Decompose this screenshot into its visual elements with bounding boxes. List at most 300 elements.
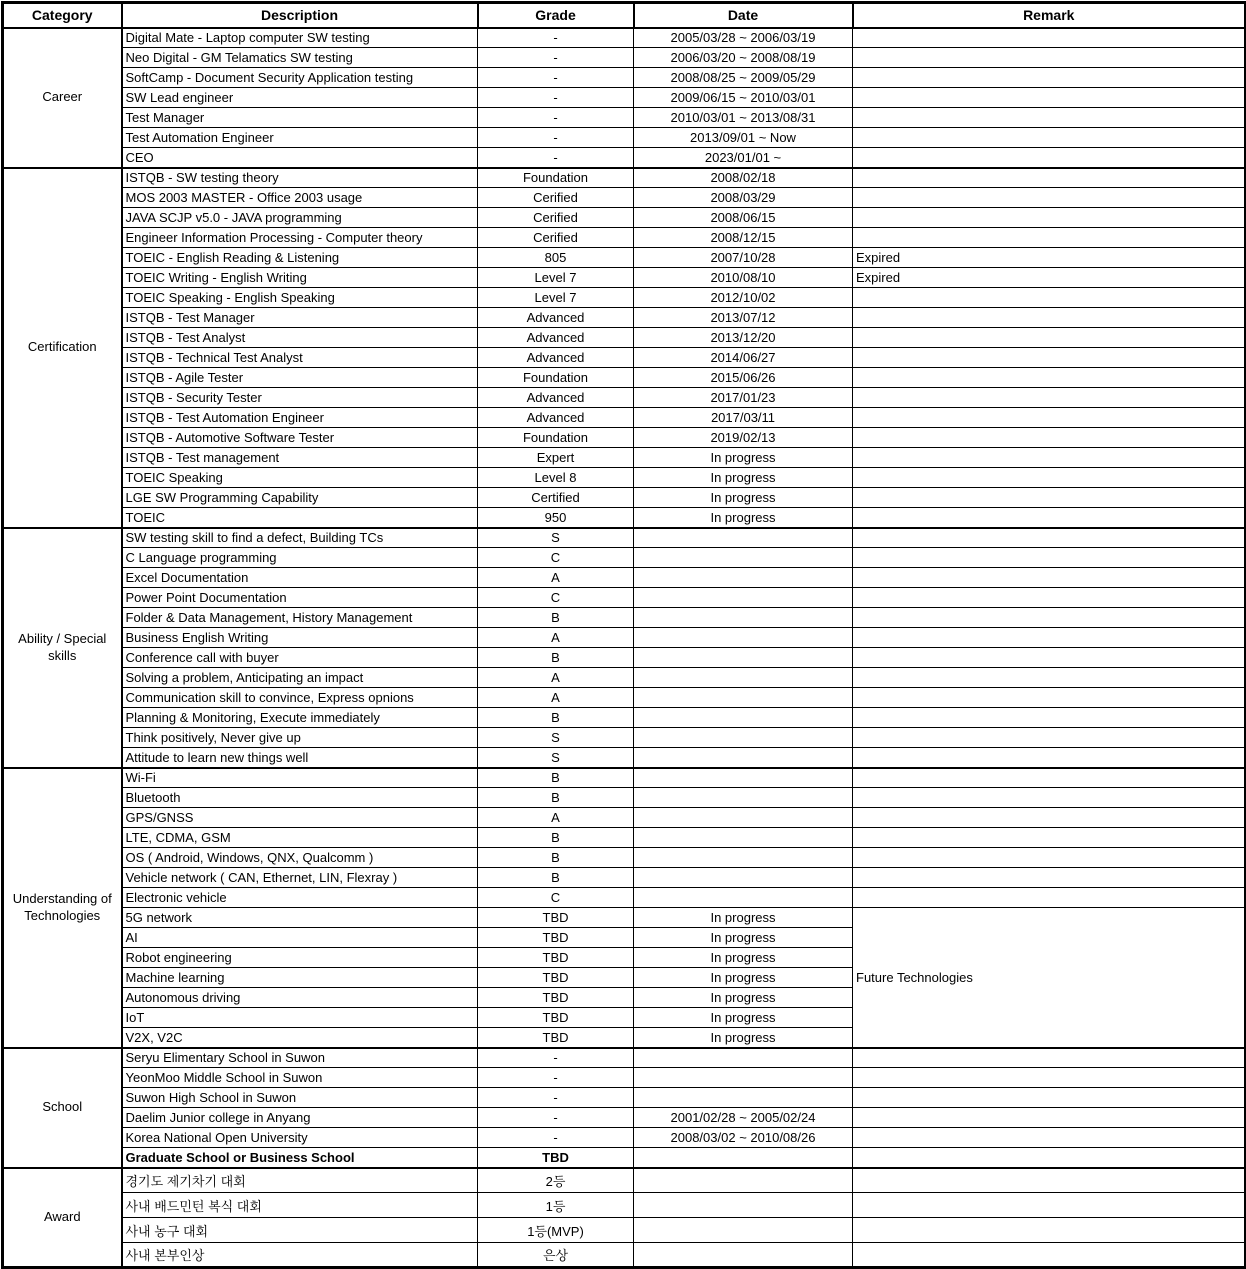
grade-cell: - (478, 88, 634, 108)
date-cell: In progress (634, 908, 853, 928)
remark-cell (853, 388, 1246, 408)
date-cell (634, 1148, 853, 1168)
table-row (3, 848, 1246, 868)
remark-cell (853, 128, 1246, 148)
description-cell: TOEIC Speaking (122, 468, 478, 488)
table-row (3, 228, 1246, 248)
grade-cell: C (478, 588, 634, 608)
grade-cell: Level 7 (478, 288, 634, 308)
table-row (3, 348, 1246, 368)
description-cell: ISTQB - SW testing theory (122, 168, 478, 188)
grade-cell: Foundation (478, 168, 634, 188)
grade-cell: A (478, 688, 634, 708)
description-cell: V2X, V2C (122, 1028, 478, 1048)
grade-cell: C (478, 888, 634, 908)
date-cell: In progress (634, 1008, 853, 1028)
remark-cell (853, 488, 1246, 508)
column-header-remark: Remark (853, 3, 1246, 28)
grade-cell: Advanced (478, 388, 634, 408)
remark-cell (853, 1168, 1246, 1193)
grade-cell: Expert (478, 448, 634, 468)
date-cell: 2001/02/28 ~ 2005/02/24 (634, 1108, 853, 1128)
date-cell (634, 1068, 853, 1088)
table-row (3, 328, 1246, 348)
grade-cell: A (478, 628, 634, 648)
grade-cell: - (478, 48, 634, 68)
description-cell: 사내 본부인상 (122, 1243, 478, 1268)
description-cell: Communication skill to convince, Express opnions (122, 688, 478, 708)
remark-cell (853, 748, 1246, 768)
description-cell: Seryu Elimentary School in Suwon (122, 1048, 478, 1068)
remark-cell (853, 788, 1246, 808)
description-cell: 5G network (122, 908, 478, 928)
date-cell: 2015/06/26 (634, 368, 853, 388)
date-cell (634, 1218, 853, 1243)
grade-cell: Foundation (478, 428, 634, 448)
table-row (3, 768, 1246, 788)
description-cell: LTE, CDMA, GSM (122, 828, 478, 848)
remark-cell (853, 628, 1246, 648)
description-cell: AI (122, 928, 478, 948)
remark-cell (853, 1048, 1246, 1068)
table-row (3, 128, 1246, 148)
grade-cell: - (478, 128, 634, 148)
description-cell: CEO (122, 148, 478, 168)
grade-cell: Level 8 (478, 468, 634, 488)
description-cell: Attitude to learn new things well (122, 748, 478, 768)
grade-cell: TBD (478, 928, 634, 948)
description-cell: Test Automation Engineer (122, 128, 478, 148)
table-row (3, 788, 1246, 808)
grade-cell: 2등 (478, 1168, 634, 1193)
table-row (3, 288, 1246, 308)
remark-cell (853, 1108, 1246, 1128)
description-cell: ISTQB - Test Analyst (122, 328, 478, 348)
table-row (3, 908, 1246, 928)
description-cell: ISTQB - Agile Tester (122, 368, 478, 388)
table-row (3, 1048, 1246, 1068)
date-cell: In progress (634, 508, 853, 528)
grade-cell: A (478, 568, 634, 588)
description-cell: Autonomous driving (122, 988, 478, 1008)
remark-cell (853, 208, 1246, 228)
description-cell: Korea National Open University (122, 1128, 478, 1148)
date-cell: 2008/08/25 ~ 2009/05/29 (634, 68, 853, 88)
date-cell: 2009/06/15 ~ 2010/03/01 (634, 88, 853, 108)
date-cell (634, 728, 853, 748)
table-row (3, 1193, 1246, 1218)
grade-cell: Advanced (478, 348, 634, 368)
grade-cell: Cerified (478, 228, 634, 248)
description-cell: OS ( Android, Windows, QNX, Qualcomm ) (122, 848, 478, 868)
header-row (3, 3, 1246, 28)
date-cell: 2012/10/02 (634, 288, 853, 308)
table-row (3, 1108, 1246, 1128)
description-cell: SW Lead engineer (122, 88, 478, 108)
grade-cell: B (478, 848, 634, 868)
date-cell (634, 568, 853, 588)
remark-cell (853, 1193, 1246, 1218)
description-cell: ISTQB - Test Automation Engineer (122, 408, 478, 428)
remark-cell (853, 48, 1246, 68)
column-header-date: Date (634, 3, 853, 28)
description-cell: ISTQB - Test Manager (122, 308, 478, 328)
date-cell (634, 608, 853, 628)
category-cell: Ability / Special skills (3, 528, 122, 768)
grade-cell: Cerified (478, 188, 634, 208)
description-cell: 사내 배드민턴 복식 대회 (122, 1193, 478, 1218)
description-cell: Bluetooth (122, 788, 478, 808)
grade-cell: - (478, 148, 634, 168)
grade-cell: S (478, 748, 634, 768)
grade-cell: - (478, 108, 634, 128)
category-cell: Career (3, 28, 122, 168)
remark-cell (853, 68, 1246, 88)
description-cell: Graduate School or Business School (122, 1148, 478, 1168)
description-cell: ISTQB - Technical Test Analyst (122, 348, 478, 368)
grade-cell: B (478, 608, 634, 628)
date-cell: 2008/03/02 ~ 2010/08/26 (634, 1128, 853, 1148)
remark-cell (853, 1148, 1246, 1168)
category-cell: Certification (3, 168, 122, 528)
remark-cell (853, 168, 1246, 188)
date-cell (634, 688, 853, 708)
description-cell: 사내 농구 대회 (122, 1218, 478, 1243)
table-row (3, 88, 1246, 108)
date-cell (634, 548, 853, 568)
remark-cell (853, 348, 1246, 368)
date-cell (634, 788, 853, 808)
remark-cell (853, 1218, 1246, 1243)
date-cell: 2013/09/01 ~ Now (634, 128, 853, 148)
remark-cell (853, 448, 1246, 468)
date-cell (634, 848, 853, 868)
date-cell (634, 1088, 853, 1108)
remark-cell (853, 328, 1246, 348)
table-row (3, 108, 1246, 128)
description-cell: SoftCamp - Document Security Application testing (122, 68, 478, 88)
grade-cell: Foundation (478, 368, 634, 388)
date-cell: 2010/03/01 ~ 2013/08/31 (634, 108, 853, 128)
remark-cell (853, 708, 1246, 728)
remark-cell (853, 88, 1246, 108)
date-cell (634, 1168, 853, 1193)
remark-cell (853, 528, 1246, 548)
description-cell: LGE SW Programming Capability (122, 488, 478, 508)
grade-cell: - (478, 1068, 634, 1088)
table-row (3, 808, 1246, 828)
table-row (3, 868, 1246, 888)
date-cell: 2019/02/13 (634, 428, 853, 448)
remark-cell (853, 1243, 1246, 1268)
remark-cell (853, 228, 1246, 248)
grade-cell: TBD (478, 1028, 634, 1048)
table-row (3, 648, 1246, 668)
remark-cell (853, 608, 1246, 628)
date-cell: In progress (634, 1028, 853, 1048)
date-cell (634, 1193, 853, 1218)
table-row (3, 828, 1246, 848)
description-cell: C Language programming (122, 548, 478, 568)
category-cell: School (3, 1048, 122, 1168)
resume-table-body (3, 28, 1246, 1268)
description-cell: YeonMoo Middle School in Suwon (122, 1068, 478, 1088)
grade-cell: - (478, 1048, 634, 1068)
grade-cell: TBD (478, 1148, 634, 1168)
description-cell: Solving a problem, Anticipating an impact (122, 668, 478, 688)
date-cell: 2017/03/11 (634, 408, 853, 428)
grade-cell: - (478, 1088, 634, 1108)
date-cell (634, 768, 853, 788)
table-row (3, 428, 1246, 448)
date-cell (634, 868, 853, 888)
table-row (3, 1068, 1246, 1088)
description-cell: ISTQB - Security Tester (122, 388, 478, 408)
grade-cell: TBD (478, 1008, 634, 1028)
grade-cell: B (478, 868, 634, 888)
table-row (3, 528, 1246, 548)
date-cell (634, 888, 853, 908)
remark-cell (853, 688, 1246, 708)
table-row (3, 388, 1246, 408)
description-cell: Machine learning (122, 968, 478, 988)
remark-cell (853, 868, 1246, 888)
grade-cell: A (478, 668, 634, 688)
description-cell: TOEIC (122, 508, 478, 528)
grade-cell: - (478, 1108, 634, 1128)
remark-cell (853, 1088, 1246, 1108)
description-cell: Wi-Fi (122, 768, 478, 788)
date-cell (634, 808, 853, 828)
remark-cell (853, 888, 1246, 908)
table-row (3, 728, 1246, 748)
grade-cell: 은상 (478, 1243, 634, 1268)
date-cell: In progress (634, 448, 853, 468)
date-cell (634, 628, 853, 648)
grade-cell: Certified (478, 488, 634, 508)
date-cell: In progress (634, 488, 853, 508)
category-cell: Understanding of Technologies (3, 768, 122, 1048)
remark-cell (853, 188, 1246, 208)
table-row (3, 268, 1246, 288)
date-cell: 2010/08/10 (634, 268, 853, 288)
grade-cell: 1등 (478, 1193, 634, 1218)
table-row (3, 68, 1246, 88)
table-row (3, 208, 1246, 228)
remark-cell (853, 568, 1246, 588)
table-row (3, 408, 1246, 428)
description-cell: Think positively, Never give up (122, 728, 478, 748)
grade-cell: Level 7 (478, 268, 634, 288)
date-cell: 2008/06/15 (634, 208, 853, 228)
remark-cell (853, 1128, 1246, 1148)
remark-cell (853, 588, 1246, 608)
description-cell: Neo Digital - GM Telamatics SW testing (122, 48, 478, 68)
remark-cell (853, 728, 1246, 748)
date-cell (634, 528, 853, 548)
remark-cell (853, 548, 1246, 568)
grade-cell: TBD (478, 988, 634, 1008)
description-cell: Daelim Junior college in Anyang (122, 1108, 478, 1128)
date-cell: 2005/03/28 ~ 2006/03/19 (634, 28, 853, 48)
description-cell: MOS 2003 MASTER - Office 2003 usage (122, 188, 478, 208)
description-cell: 경기도 제기차기 대회 (122, 1168, 478, 1193)
remark-cell (853, 668, 1246, 688)
grade-cell: - (478, 68, 634, 88)
remark-cell (853, 1068, 1246, 1088)
remark-cell (853, 408, 1246, 428)
table-row (3, 248, 1246, 268)
table-row (3, 468, 1246, 488)
table-row (3, 48, 1246, 68)
date-cell (634, 708, 853, 728)
date-cell: In progress (634, 468, 853, 488)
grade-cell: 805 (478, 248, 634, 268)
grade-cell: Advanced (478, 308, 634, 328)
description-cell: TOEIC Speaking - English Speaking (122, 288, 478, 308)
table-row (3, 148, 1246, 168)
grade-cell: TBD (478, 908, 634, 928)
description-cell: Planning & Monitoring, Execute immediately (122, 708, 478, 728)
description-cell: Suwon High School in Suwon (122, 1088, 478, 1108)
date-cell: 2017/01/23 (634, 388, 853, 408)
table-row (3, 588, 1246, 608)
table-row (3, 28, 1246, 48)
table-row (3, 488, 1246, 508)
date-cell: 2008/12/15 (634, 228, 853, 248)
description-cell: Test Manager (122, 108, 478, 128)
description-cell: Vehicle network ( CAN, Ethernet, LIN, Flexray ) (122, 868, 478, 888)
description-cell: Robot engineering (122, 948, 478, 968)
date-cell: 2006/03/20 ~ 2008/08/19 (634, 48, 853, 68)
description-cell: Conference call with buyer (122, 648, 478, 668)
grade-cell: S (478, 728, 634, 748)
table-row (3, 548, 1246, 568)
date-cell (634, 748, 853, 768)
description-cell: Folder & Data Management, History Management (122, 608, 478, 628)
remark-cell (853, 28, 1246, 48)
grade-cell: B (478, 708, 634, 728)
date-cell: 2008/03/29 (634, 188, 853, 208)
grade-cell: 950 (478, 508, 634, 528)
table-row (3, 448, 1246, 468)
table-row (3, 568, 1246, 588)
remark-cell (853, 108, 1246, 128)
grade-cell: - (478, 1128, 634, 1148)
grade-cell: B (478, 768, 634, 788)
date-cell (634, 1048, 853, 1068)
table-row (3, 368, 1246, 388)
remark-cell: Expired (853, 248, 1246, 268)
grade-cell: C (478, 548, 634, 568)
description-cell: GPS/GNSS (122, 808, 478, 828)
description-cell: TOEIC Writing - English Writing (122, 268, 478, 288)
description-cell: ISTQB - Automotive Software Tester (122, 428, 478, 448)
table-row (3, 1243, 1246, 1268)
table-row (3, 168, 1246, 188)
table-row (3, 308, 1246, 328)
description-cell: Power Point Documentation (122, 588, 478, 608)
table-row (3, 188, 1246, 208)
grade-cell: Advanced (478, 408, 634, 428)
date-cell: 2013/12/20 (634, 328, 853, 348)
description-cell: Excel Documentation (122, 568, 478, 588)
remark-cell (853, 368, 1246, 388)
grade-cell: S (478, 528, 634, 548)
grade-cell: A (478, 808, 634, 828)
remark-cell (853, 148, 1246, 168)
column-header-grade: Grade (478, 3, 634, 28)
remark-cell (853, 288, 1246, 308)
grade-cell: TBD (478, 968, 634, 988)
table-row (3, 1088, 1246, 1108)
date-cell (634, 588, 853, 608)
description-cell: Digital Mate - Laptop computer SW testing (122, 28, 478, 48)
table-row (3, 668, 1246, 688)
remark-cell-merged: Future Technologies (853, 908, 1246, 1048)
date-cell (634, 1243, 853, 1268)
remark-cell (853, 828, 1246, 848)
table-row (3, 628, 1246, 648)
table-row (3, 1148, 1246, 1168)
description-cell: Engineer Information Processing - Computer theory (122, 228, 478, 248)
table-row (3, 608, 1246, 628)
date-cell (634, 828, 853, 848)
grade-cell: B (478, 788, 634, 808)
remark-cell (853, 468, 1246, 488)
table-row (3, 508, 1246, 528)
remark-cell (853, 308, 1246, 328)
remark-cell (853, 768, 1246, 788)
description-cell: SW testing skill to find a defect, Building TCs (122, 528, 478, 548)
column-header-category: Category (3, 3, 122, 28)
description-cell: IoT (122, 1008, 478, 1028)
table-row (3, 688, 1246, 708)
date-cell: 2007/10/28 (634, 248, 853, 268)
date-cell: In progress (634, 968, 853, 988)
remark-cell (853, 848, 1246, 868)
table-row (3, 708, 1246, 728)
remark-cell (853, 808, 1246, 828)
date-cell: 2023/01/01 ~ (634, 148, 853, 168)
date-cell: In progress (634, 948, 853, 968)
date-cell: In progress (634, 928, 853, 948)
description-cell: Business English Writing (122, 628, 478, 648)
grade-cell: Cerified (478, 208, 634, 228)
table-row (3, 888, 1246, 908)
date-cell (634, 668, 853, 688)
grade-cell: B (478, 648, 634, 668)
date-cell (634, 648, 853, 668)
table-row (3, 1218, 1246, 1243)
grade-cell: Advanced (478, 328, 634, 348)
grade-cell: - (478, 28, 634, 48)
table-row (3, 1168, 1246, 1193)
column-header-description: Description (122, 3, 478, 28)
date-cell: 2014/06/27 (634, 348, 853, 368)
description-cell: TOEIC - English Reading & Listening (122, 248, 478, 268)
grade-cell: B (478, 828, 634, 848)
date-cell: In progress (634, 988, 853, 1008)
grade-cell: TBD (478, 948, 634, 968)
table-row (3, 1128, 1246, 1148)
description-cell: Electronic vehicle (122, 888, 478, 908)
category-cell: Award (3, 1168, 122, 1268)
description-cell: JAVA SCJP v5.0 - JAVA programming (122, 208, 478, 228)
remark-cell (853, 428, 1246, 448)
description-cell: ISTQB - Test management (122, 448, 478, 468)
resume-table (1, 1, 1246, 1269)
